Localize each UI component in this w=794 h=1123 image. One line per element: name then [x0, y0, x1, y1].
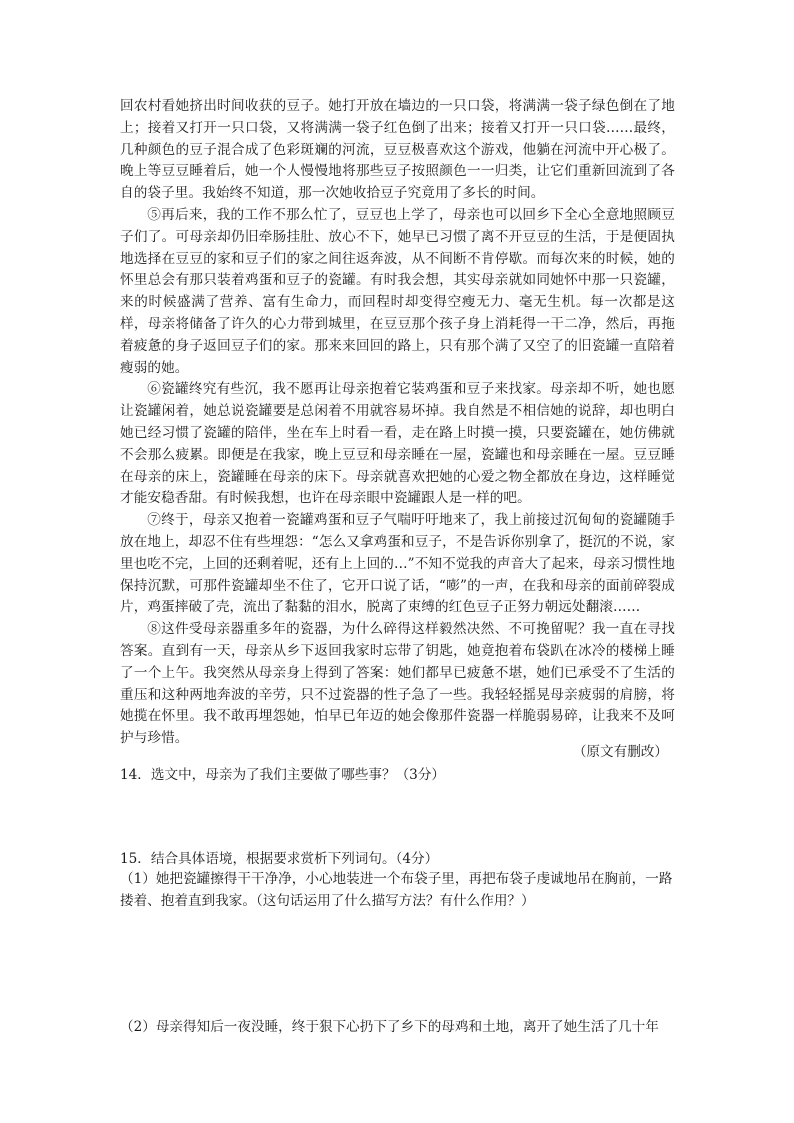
source-note: （原文有删改） — [572, 744, 668, 760]
question-14: 14．选文中，母亲为了我们主要做了哪些事？（3分） — [120, 767, 446, 783]
question-15-part-2: （2）母亲得知后一夜没睡，终于狠下心扔下了乡下的母鸡和土地，离开了她生活了几十年 — [120, 1019, 659, 1035]
question-15-part-1: （1）她把瓷罐擦得干干净净，小心地装进一个布袋子里，再把布袋子虔诚地吊在胸前，一路搂着、抱着直到我家。（这句话运用了什么描写方法？有什么作用？） — [120, 871, 673, 909]
paragraph-5: ⑤再后来，我的工作不那么忙了，豆豆也上学了，母亲也可以回乡下全心全意地照顾豆子们了。可母亲却仍旧牵肠挂肚、放心不下，她早已习惯了离不开豆豆的生活，于是便固执地选择在豆豆的家和豆子们的家之间往返奔波，从不间断不肯停歇。而每次来的时候，她的怀里总会有那只装着鸡蛋和豆子的瓷罐。有时我会想，其实母亲就如同她怀中那一只瓷罐，来的时候盛满了营养、富有生命力，而回程时却变得空瘦无力、毫无生机。每一次都是这样，母亲将储备了许久的心力带到城里，在豆豆那个孩子身上消耗得一干二净，然后，再拖着疲惫的身子返回豆子们的家。那来来回回的路上，只有那个满了又空了的旧瓷罐一直陪着瘦弱的她。 — [120, 206, 675, 376]
paragraph-6: ⑥瓷罐终究有些沉，我不愿再让母亲抱着它装鸡蛋和豆子来找家。母亲却不听，她也愿让瓷罐闲着，她总说瓷罐要是总闲着不用就容易坏掉。我自然是不相信她的说辞，却也明白她已经习惯了瓷罐的陪伴，坐在车上时看一看，走在路上时摸一摸，只要瓷罐在，她仿佛就不会那么疲累。即便是在我家，晚上豆豆和母亲睡在一屋，瓷罐也和母亲睡在一屋。豆豆睡在母亲的床上，瓷罐睡在母亲的床下。母亲就喜欢把她的心爱之物全都放在身边，这样睡觉才能安稳香甜。有时候我想，也许在母亲眼中瓷罐跟人是一样的吧。 — [120, 381, 675, 507]
paragraph-intro: 回农村看她挤出时间收获的豆子。她打开放在墙边的一只口袋，将满满一袋子绿色倒在了地上；接着又打开一只口袋，又将满满一袋子红色倒了出来；接着又打开一只口袋……最终，几种颜色的豆子混合成了色彩斑斓的河流，豆豆极喜欢这个游戏，他躺在河流中开心极了。晚上等豆豆睡着后，她一个人慢慢地将那些豆子按照颜色一一归类，让它们重新回流到了各自的袋子里。我始终不知道，那一次她收拾豆子究竟用了多长的时间。 — [120, 98, 675, 202]
paragraph-8: ⑧这件受母亲器重多年的瓷器，为什么碎得这样毅然决然、不可挽留呢？我一直在寻找答案。直到有一天，母亲从乡下返回我家时忘带了钥匙，她竟抱着布袋趴在冰冷的楼梯上睡了一个上午。我突然从母亲身上得到了答案：她们都早已疲惫不堪，她们已承受不了生活的重压和这种两地奔波的辛劳，只不过瓷器的性子急了一些。我轻轻摇晃母亲疲弱的肩膀，将她揽在怀里。我不敢再埋怨她，怕早已年迈的她会像那件瓷器一样脆弱易碎，让我来不及呵护与珍惜。 — [120, 621, 675, 747]
question-15: 15．结合具体语境，根据要求赏析下列词句。（4分） — [120, 851, 439, 867]
paragraph-7: ⑦终于，母亲又抱着一瓷罐鸡蛋和豆子气喘吁吁地来了，我上前接过沉甸甸的瓷罐随手放在地上，却忍不住有些埋怨：“怎么又拿鸡蛋和豆子，不是告诉你别拿了，挺沉的不说，家里也吃不完，上回的还剩着呢，还有上上回的…”不知不觉我的声音大了起来，母亲习惯性地保持沉默，可那件瓷罐却坐不住了，它开口说了话，“嘭”的一声，在我和母亲的面前碎裂成片，鸡蛋摔破了壳，流出了黏黏的泪水，脱离了束缚的红色豆子正努力朝远处翻滚…… — [120, 512, 675, 616]
passage-text — [120, 96, 675, 750]
